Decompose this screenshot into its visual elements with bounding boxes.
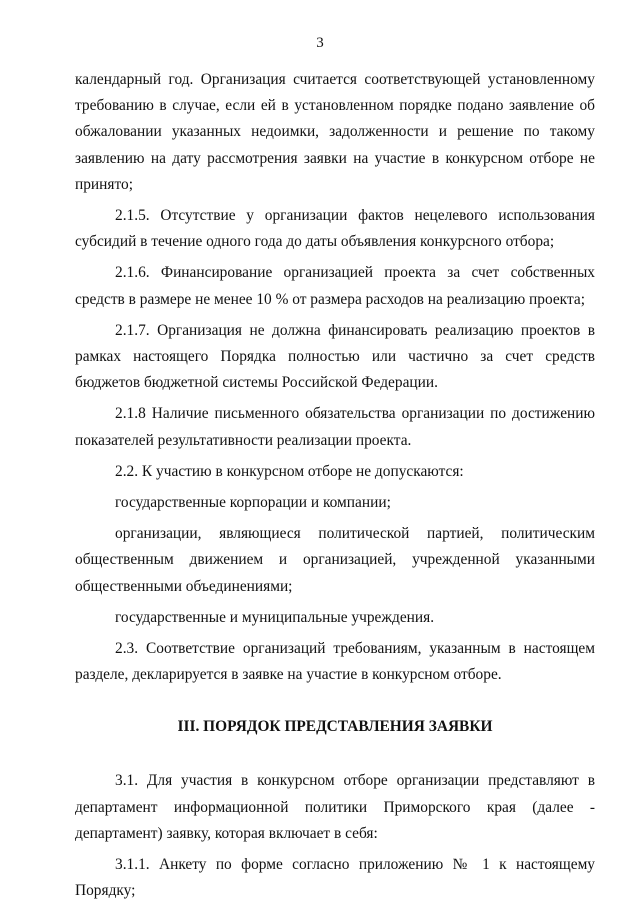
paragraph-3-1: 3.1. Для участия в конкурсном отборе организации представляют в департамент информационной политики Приморского края (далее - департамент) заявку, которая включает в себя:: [75, 772, 595, 842]
list-item-corporations: государственные корпорации и компании;: [115, 494, 391, 512]
paragraph-2-3: 2.3. Соответствие организаций требованиям, указанным в настоящем разделе, декларируется в заявке на участие в конкурсном отборе.: [75, 640, 595, 684]
section-heading: III. ПОРЯДОК ПРЕДСТАВЛЕНИЯ ЗАЯВКИ: [177, 718, 493, 736]
paragraph-2-1-5: 2.1.5. Отсутствие у организации фактов нецелевого использования субсидий в течение одного года до даты объявления конкурсного отбора;: [75, 207, 595, 251]
list-item-organizations: организации, являющиеся политической партией, политическим общественным движением и организацией, учрежденной указанными общественными объединениями;: [75, 525, 595, 595]
paragraph-2-2: 2.2. К участию в конкурсном отборе не допускаются:: [115, 462, 464, 480]
page-number: 3: [316, 35, 324, 51]
paragraph-2-1-8: 2.1.8 Наличие письменного обязательства организации по достижению показателей результативности реализации проекта.: [75, 405, 595, 449]
list-item-institutions: государственные и муниципальные учреждения.: [115, 608, 435, 626]
paragraph-2-1-6: 2.1.6. Финансирование организацией проекта за счет собственных средств в размере не менее 10 % от размера расходов на реализацию проекта;: [75, 264, 595, 308]
paragraph-continuation: календарный год. Организация считается соответствующей установленному требованию в случае, если ей в установленном порядке подано заявление об обжаловании указанных недоимки, задолженности и решение по такому заявлению на дату рассмотрения заявки на участие в конкурсном отборе не принято;: [75, 71, 595, 193]
paragraph-3-1-1: 3.1.1. Анкету по форме согласно приложению № 1 к настоящему Порядку;: [75, 856, 595, 900]
document-body: [75, 67, 595, 904]
paragraph-2-1-7: 2.1.7. Организация не должна финансировать реализацию проектов в рамках настоящего Порядка полностью или частично за счет средств бюджетов бюджетной системы Российской Федерации.: [75, 321, 595, 392]
